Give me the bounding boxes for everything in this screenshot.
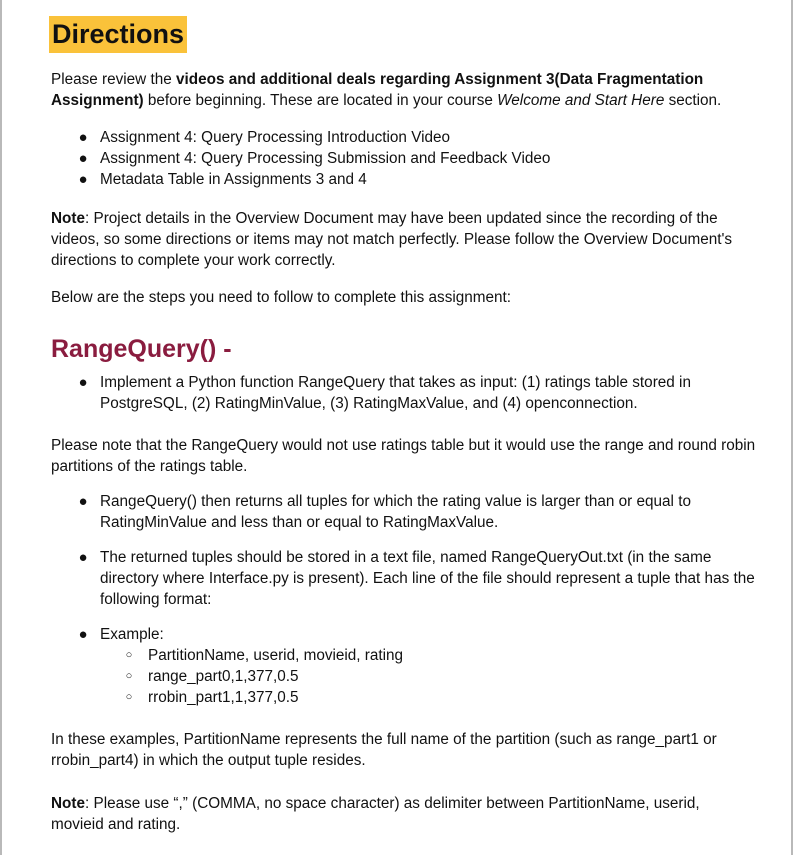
circle-bullet-icon: ○ [125, 649, 133, 661]
list-item: ● RangeQuery() then returns all tuples for which the rating value is larger than or equal to RatingMinValue and less than or equal to RatingMaxValue. [78, 493, 691, 531]
intro-italic-text: Welcome and Start Here [497, 92, 665, 109]
example-list [77, 624, 767, 708]
bullet-icon: ● [78, 493, 88, 510]
intro-paragraph [51, 69, 771, 111]
steps-intro: Below are the steps you need to follow to complete this assignment: [51, 289, 512, 306]
bullet-icon: ● [78, 549, 88, 566]
returns-list [77, 491, 767, 533]
list-item: ● Example: ○ PartitionName, userid, movieid, rating ○ range_part0,1,377,0.5 ○ rrobin_part1,1,377,0.5 [77, 624, 767, 708]
intro-text-3: section. [664, 92, 722, 109]
example-sublist [100, 645, 767, 708]
bullet-icon: ● [78, 129, 88, 146]
bullet-icon: ● [78, 374, 88, 391]
note-paragraph [51, 208, 766, 271]
list-item: ● Metadata Table in Assignments 3 and 4 [78, 171, 367, 188]
note-label: Note [51, 210, 85, 227]
stored-list [77, 547, 767, 610]
note-text: : Project details in the Overview Document may have been updated since the recording of the videos, so some directions or items may not match perfectly. Please follow the Overview Document's directions to complete your work correctly. [51, 210, 733, 269]
bullet-icon: ● [78, 171, 88, 188]
note-text: : Please use “,” (COMMA, no space character) as delimiter between PartitionName, userid, movieid and rating. [51, 795, 700, 833]
bullet-icon: ● [78, 150, 88, 167]
rangequery-section-title: RangeQuery() - [51, 335, 232, 363]
directions-heading: Directions [49, 16, 187, 53]
intro-bold-text: videos and additional deals regarding Assignment 3(Data Fragmentation Assignment) [51, 71, 704, 109]
circle-bullet-icon: ○ [125, 670, 133, 682]
circle-bullet-icon: ○ [125, 691, 133, 703]
list-item: ● Implement a Python function RangeQuery that takes as input: (1) ratings table stored in PostgreSQL, (2) RatingMinValue, (3) RatingMaxValue, and (4) openconnection. [78, 374, 691, 412]
list-item: ○ rrobin_part1,1,377,0.5 [123, 687, 767, 708]
video-list [77, 127, 767, 190]
list-item: ● The returned tuples should be stored in a text file, named RangeQueryOut.txt (in the same directory where Interface.py is present). Each line of the file should represent a tuple that has the following format: [78, 549, 755, 608]
note2-paragraph [51, 793, 751, 835]
implement-list [77, 372, 767, 414]
list-item: ○ PartitionName, userid, movieid, rating [123, 645, 767, 666]
examples-paragraph: In these examples, PartitionName represents the full name of the partition (such as range_part1 or rrobin_part4) in which the output tuple resides. [51, 731, 717, 769]
list-item: ○ range_part0,1,377,0.5 [123, 666, 767, 687]
intro-text-2: before beginning. These are located in your course [143, 92, 498, 109]
note-label: Note [51, 795, 85, 812]
list-item: ● Assignment 4: Query Processing Submission and Feedback Video [78, 150, 551, 167]
bullet-icon: ● [78, 626, 88, 643]
please-note-paragraph: Please note that the RangeQuery would not use ratings table but it would use the range and round robin partitions of the ratings table. [51, 437, 756, 475]
intro-text-1: Please review the [51, 71, 176, 88]
list-item: ● Assignment 4: Query Processing Introduction Video [78, 129, 451, 146]
